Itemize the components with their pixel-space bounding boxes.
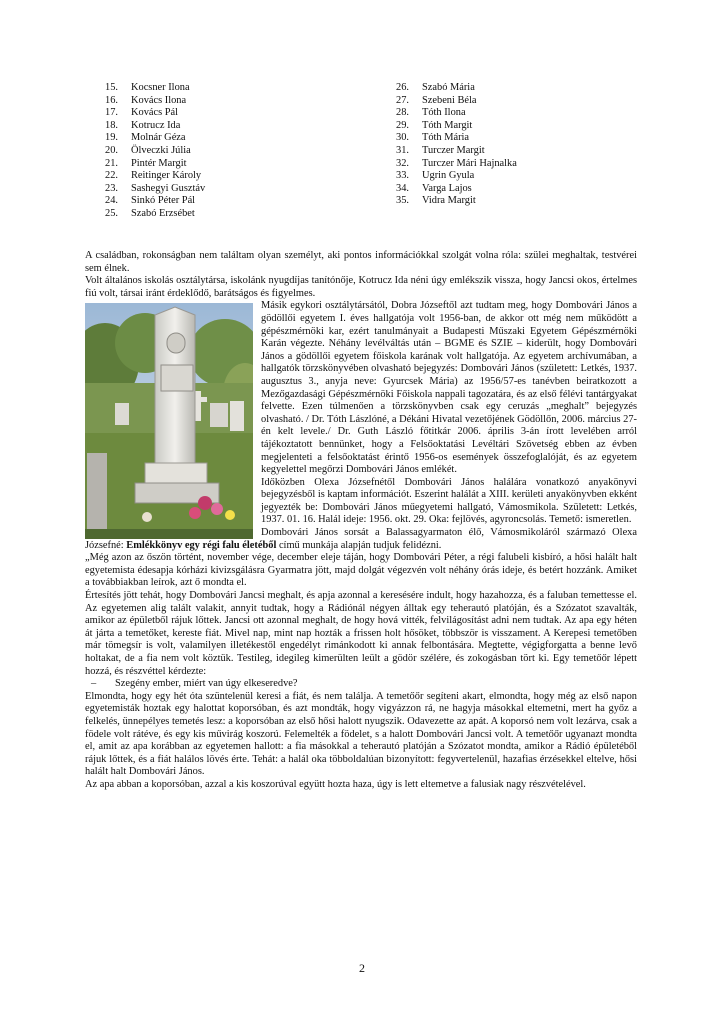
name-list-name: Sashegyi Gusztáv — [131, 182, 206, 194]
name-list-number: 22. — [105, 170, 118, 182]
dialogue-line: – Szegény ember, miért van úgy elkeseredve? — [91, 678, 298, 690]
name-list-number: 16. — [105, 94, 118, 106]
name-list-item — [396, 195, 517, 208]
paragraph-burial: Az apa abban a koporsóban, azzal a kis koszorúval együtt hozta haza, úgy is lett eltemetve a falusiak nagy részvételével. — [85, 778, 586, 790]
name-list-number: 29. — [396, 119, 409, 131]
paragraph-quote-intro: „Még azon az őszön történt, november vége, december eleje táján, hogy Dombovári Péter, a régi falubeli kisbíró, a hősi halált halt egyetemista édesapja kórházi kivizsgálásra Gyarmatra jött, majd dolgát végezvén volt néhány órás ideje, és betért hozzánk. Amiket a továbbiakban leírok, azt ő mondta el. — [85, 552, 637, 589]
name-list-item — [105, 208, 205, 221]
name-list-name: Reitinger Károly — [131, 170, 202, 182]
name-list-item — [105, 158, 205, 171]
name-list-item — [105, 95, 205, 108]
name-list-item — [396, 107, 517, 120]
name-list — [85, 82, 637, 250]
name-list-item — [396, 120, 517, 133]
name-list-name: Molnár Géza — [131, 132, 186, 144]
name-list-name: Kovács Pál — [131, 107, 179, 119]
name-list-number: 18. — [105, 119, 118, 131]
name-list-item — [105, 145, 205, 158]
name-list-name: Vidra Margit — [422, 195, 476, 207]
name-list-name: Ugrin Gyula — [422, 170, 475, 182]
name-list-item — [105, 120, 205, 133]
name-list-name: Pintér Margit — [131, 157, 187, 169]
name-list-name: Tóth Mária — [422, 132, 470, 144]
name-list-item — [396, 145, 517, 158]
name-list-left — [105, 82, 205, 221]
page-number: 2 — [359, 961, 365, 975]
name-list-name: Varga Lajos — [422, 182, 472, 194]
paragraph-classmate-two: Másik egykori osztálytársától, Dobra Józseftől azt tudtam meg, hogy Dombovári János a gödöllői egyetem I. éves hallgatója volt 1956-ban, de akkor ott még nem működött a gépészmérnöki kar, ezért tanulmányait a Budapesti Műszaki Egyetem Gépészmérnöki Karán végezte. Néhány levélváltás után – BGME és SZIE – kiderült, hogy Dombovári János a gödöllői egyetem főiskola karának volt hallgatója. Az egyetem archívumában, a hallgatók törzskönyvében olvasható bejegyzés: Dombovári János (született: Letkés, 1937. augusztus 3., anyja neve: Gyurcsek Mária) az 1956/57-es tanévben beiratkozott a Mezőgazdasági Gépészmérnöki Főiskola nappali tagozatára, és az első félévi tantárgyakat felvette. Ezen túlmenően a törzskönyvben csak egy ceruzás „meghalt” bejegyzés olvasható. / Dr. Tóth Lászlóné, a Dékáni Hivatal vezetőjének Gödöllőn, 2006. március 27-én kelt levele./ Dr. Guth László főtitkár 2006. április 3-án írott levelében arról tájékoztatott bennünket, hogy a Felsőoktatási Levéltári Szövetség ebben az évben megjelenteti a felsőoktatást érintő 1956-os események összefoglalóját, és az egyetem kegyelettel megőrzi Dombovári János emlékét. — [261, 300, 637, 476]
name-list-number: 31. — [396, 144, 409, 156]
name-list-item — [105, 195, 205, 208]
document-page — [85, 82, 637, 792]
name-list-item — [105, 183, 205, 196]
name-list-number: 21. — [105, 157, 118, 169]
name-list-name: Szabó Erzsébet — [131, 207, 195, 219]
name-list-number: 25. — [105, 207, 118, 219]
name-list-name: Tóth Ilona — [422, 107, 466, 119]
name-list-name: Sinkó Péter Pál — [131, 195, 196, 207]
name-list-item — [396, 82, 517, 95]
paragraph-family: A családban, rokonságban nem találtam olyan személyt, aki pontos információkkal szolgát volna róla: szülei meghaltak, testvérei sem élnek. — [85, 250, 637, 274]
name-list-number: 24. — [105, 195, 118, 207]
paragraph-search: Értesítés jött tehát, hogy Dombovári Jancsi meghalt, és apja azonnal a keresésére indult, hogy hazahozza, és a faluban temettesse el. Az egyetemen alig talált valakit, annyit tudtak, hogy a Rádiónál négyen álltak egy teherautó platóján, és a Szózatot szavalták, amikor az épületből rájuk lőttek. Jancsi ott azonnal meghalt, de hogy hová vitték, felvilágosítást adni nem tudtak. Az apa egy héten át járta a temetőket, kereste fiát. Mivel nap, mint nap hozták a frissen holt hősöket, többször is visszament. A Kerepesi temetőben már tömegsír is volt, valamilyen illetékestől engedélyt rimánkodott ki annak felbontására. Megtette, végigforgatta a benne levő holtakat, de a fia nem volt köztük. Testileg, idegileg kimerülten leült a gödör szélére, és zokogásban tört ki. Egy temetőőr lépett hozzá, és részvéttel kérdezte: — [85, 590, 637, 677]
name-list-name: Tóth Margit — [422, 119, 473, 131]
grave-photo — [85, 303, 253, 539]
name-list-number: 19. — [105, 132, 118, 144]
name-list-item — [396, 158, 517, 171]
paragraph-registry: Időközben Olexa Józsefnétől Dombovári János halálára vonatkozó anyakönyvi bejegyzésből is kaptam információt. Eszerint halálát a XIII. kerületi anyakönyvben ekként jegyezték be: Dombovári János műegyetemi hallgató, Vámosmikola. Született: Letkés, 1937. 01. 16. Halál ideje: 1956. okt. 29. Oka: fejlövés, agyroncsolás. Temető: ismeretlen. — [261, 476, 637, 526]
name-list-number: 33. — [396, 170, 409, 182]
name-list-item — [396, 132, 517, 145]
name-list-number: 26. — [396, 82, 409, 93]
name-list-name: Szabó Mária — [422, 82, 475, 93]
name-list-item — [105, 132, 205, 145]
name-list-item — [396, 95, 517, 108]
name-list-name: Kocsner Ilona — [131, 82, 190, 93]
paragraph-classmate: Volt általános iskolás osztálytársa, iskolánk nyugdíjas tanítónője, Kotrucz Ida néni úgy emlékszik vissza, hogy Jancsi okos, értelmes fiú volt, társai iránt érdeklődő, barátságos és figyelmes. — [85, 275, 637, 299]
book-title: Emlékkönyv egy régi falu életéből — [126, 539, 277, 551]
paragraph-found: Elmondta, hogy egy hét óta szüntelenül keresi a fiát, és nem találja. A temetőőr segíteni akart, elmondta, hogy még az első napon egyetemisták hoztak egy halottat koporsóban, és azt mondták, hogy vigyázzon rá, ne hagyja másokkal eltemetni, mert ha győz a felkelés, ünnepélyes temetés lesz: a koporsóban az első hősi halott nyugszik. Odavezette az apát. A koporsó nem volt lezárva, csak a födele volt rátéve, és egy kis művirág koszorú. Felemelték a födelet, s a halott Dombovári Jancsi volt. A temetőőr ugyanazt mondta el, amit az apa korábban az egyetemen hallott: a fia másokkal a teherautó platóján a Szózatot mondta, amikor a Rádió épületéből rájuk lőttek, és a fiát halálos lövés érte. Tehát: a halál oka többoldalúan bizonyított: fegyvertelenül, hazafias érzésekkel eltelve, hősi halált halt Dombovári János. — [85, 690, 637, 778]
name-list-name: Turczer Margit — [422, 144, 485, 156]
name-list-item — [105, 82, 205, 95]
name-list-number: 28. — [396, 107, 409, 119]
name-list-name: Kovács Ilona — [131, 94, 187, 106]
name-list-name: Szebeni Béla — [422, 94, 477, 106]
name-list-name: Turczer Mári Hajnalka — [422, 157, 517, 169]
name-list-right — [396, 82, 517, 208]
paragraph-memoir: Dombovári János sorsát a Balassagyarmaton élő, Vámosmikoláról származó Olexa Józsefné: Emlékkönyv egy régi falu életéből című munkája alapján tudjuk felidézni. — [85, 527, 637, 551]
grave-photo-image — [85, 303, 253, 539]
name-list-number: 27. — [396, 94, 409, 106]
name-list-name: Ölveczki Júlia — [131, 144, 191, 156]
name-list-number: 23. — [105, 182, 118, 194]
name-list-number: 30. — [396, 132, 409, 144]
name-list-number: 35. — [396, 195, 409, 207]
name-list-name: Kotrucz Ida — [131, 119, 181, 131]
name-list-item — [105, 107, 205, 120]
name-list-number: 20. — [105, 144, 118, 156]
name-list-number: 32. — [396, 157, 409, 169]
name-list-item — [396, 183, 517, 196]
name-list-number: 15. — [105, 82, 118, 93]
name-list-number: 34. — [396, 182, 409, 194]
name-list-number: 17. — [105, 107, 118, 119]
name-list-item — [105, 170, 205, 183]
name-list-item — [396, 170, 517, 183]
